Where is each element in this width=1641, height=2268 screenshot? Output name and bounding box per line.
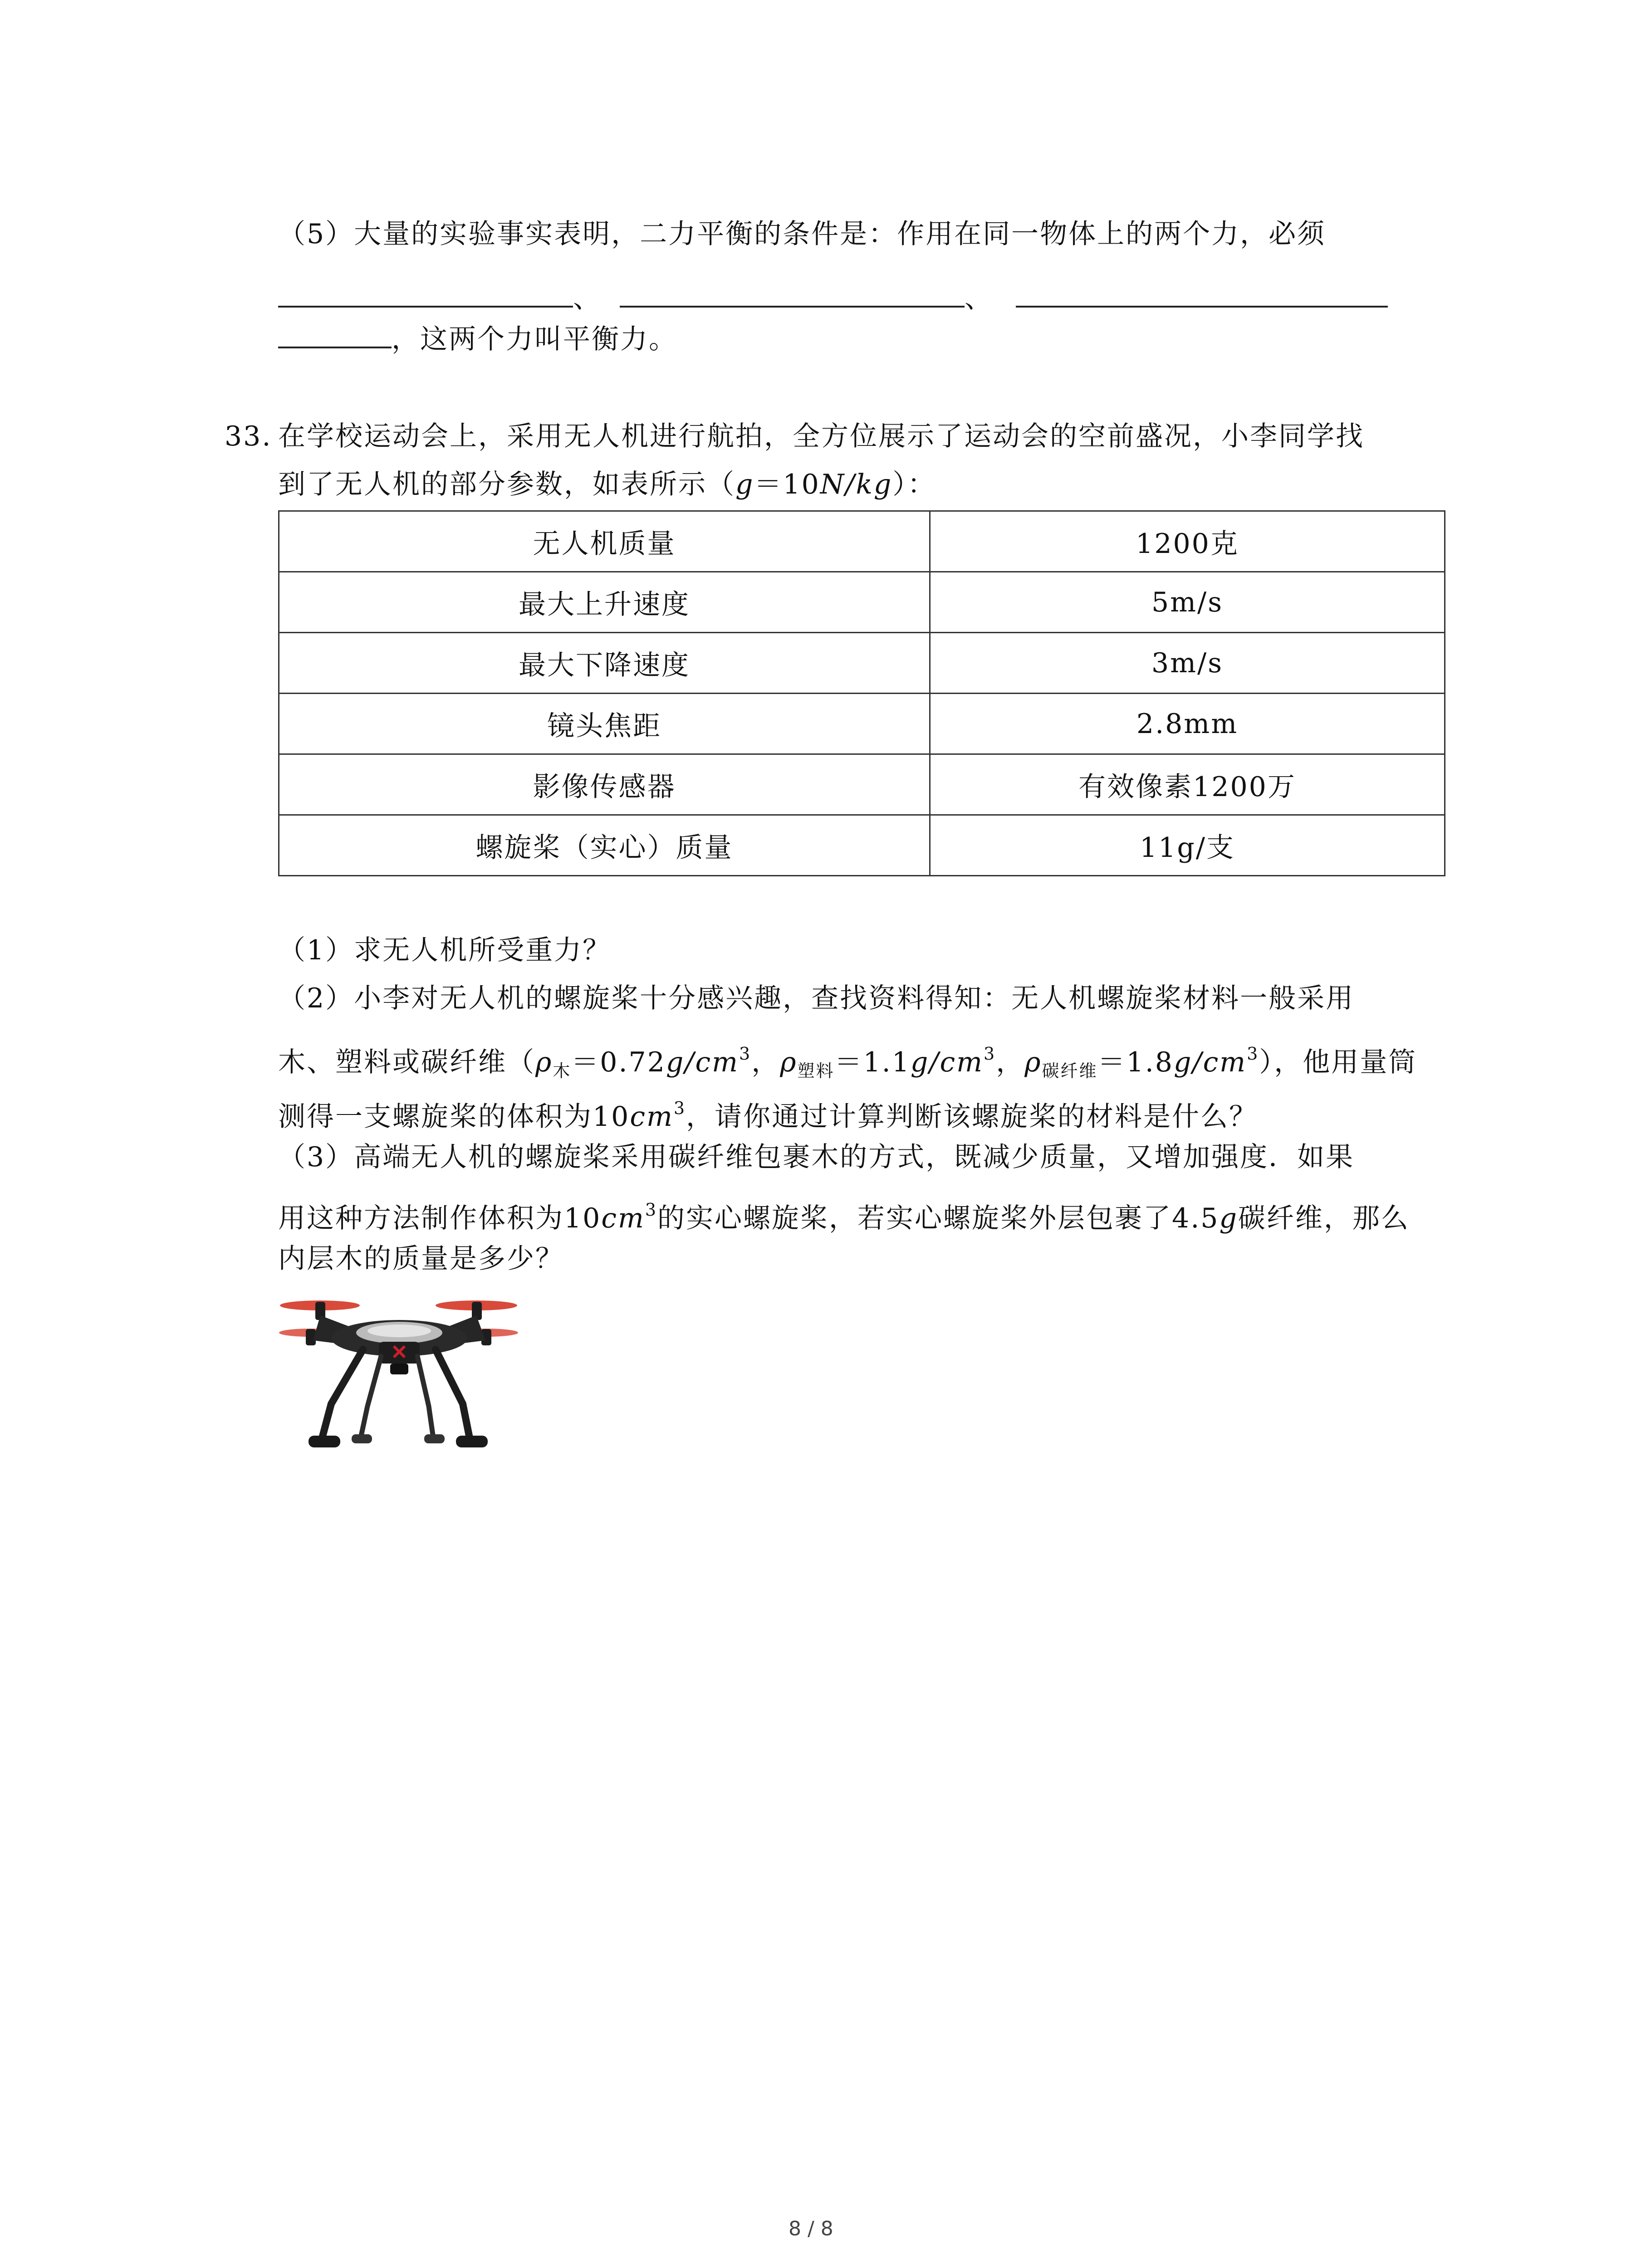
q33-sub3-line2 — [278, 1193, 1410, 1236]
unit-cm: cm — [630, 1101, 674, 1133]
rho-plastic-subscript: 塑料 — [797, 1061, 835, 1081]
table-row — [279, 754, 1445, 815]
rho-plastic-value: ＝1.1 — [834, 1046, 911, 1078]
param-value: 有效像素1200万 — [930, 754, 1445, 815]
density-unit: g/cm — [666, 1046, 740, 1078]
sub2-line2-tail: ），他用量筒 — [1259, 1046, 1417, 1078]
drone-image — [277, 1288, 531, 1470]
param-label: 螺旋桨（实心）质量 — [279, 815, 930, 876]
table-row — [279, 572, 1445, 633]
answer-blank-4[interactable] — [278, 323, 392, 348]
param-value: 11g/支 — [930, 815, 1445, 876]
sub2-line3-pre: 测得一支螺旋桨的体积为10 — [278, 1101, 630, 1133]
unit-g: g — [1219, 1202, 1238, 1234]
q33-sub3-line3: 内层木的质量是多少？ — [278, 1243, 564, 1275]
intro-text: 到了无人机的部分参数，如表所示（ — [278, 469, 735, 500]
rho-carbon-subscript: 碳纤维 — [1042, 1061, 1098, 1081]
q32-5-line3-tail: ，这两个力叫平衡力。 — [392, 323, 677, 355]
param-label: 最大下降速度 — [279, 633, 930, 694]
q32-5-line3 — [278, 322, 677, 357]
param-label: 镜头焦距 — [279, 694, 930, 754]
unit-exponent: 3 — [739, 1044, 752, 1064]
sub3-line2-pre: 用这种方法制作体积为10 — [278, 1202, 602, 1234]
question-number: 33. — [225, 420, 272, 452]
table-row — [279, 633, 1445, 694]
q32-5-line1: （5）大量的实验事实表明，二力平衡的条件是：作用在同一物体上的两个力，必须 — [278, 218, 1326, 250]
param-label: 影像传感器 — [279, 754, 930, 815]
sub3-line2-mid: 的实心螺旋桨，若实心螺旋桨外层包裹了4.5 — [657, 1202, 1220, 1234]
answer-blank-2[interactable] — [620, 282, 965, 308]
param-label: 无人机质量 — [279, 511, 930, 572]
q33-sub3-line1: （3）高端无人机的螺旋桨采用碳纤维包裹木的方式，既减少质量，又增加强度．如果 — [278, 1141, 1355, 1173]
sub2-line2-pre: 木、塑料或碳纤维（ — [278, 1046, 535, 1078]
density-unit: g/cm — [910, 1046, 984, 1078]
blank-separator: 、 — [965, 283, 993, 314]
unit-cm: cm — [601, 1202, 645, 1234]
q33-intro-line1: 在学校运动会上，采用无人机进行航拍，全方位展示了运动会的空前盛况，小李同学找 — [278, 420, 1364, 452]
drone-parameter-table — [278, 510, 1445, 876]
unit-exponent: 3 — [1247, 1044, 1259, 1064]
rho-wood-value: ＝0.72 — [571, 1046, 666, 1078]
table-row — [279, 694, 1445, 754]
param-label: 最大上升速度 — [279, 572, 930, 633]
separator: ， — [996, 1046, 1025, 1078]
unit-exponent: 3 — [645, 1200, 658, 1220]
param-value: 1200克 — [930, 511, 1445, 572]
rho-symbol: ρ — [535, 1046, 553, 1078]
rho-carbon-value: ＝1.8 — [1097, 1046, 1174, 1078]
q33-sub2-line2 — [278, 1036, 1417, 1088]
q33-sub2-line3 — [278, 1091, 1258, 1134]
page-number: 8 / 8 — [789, 2217, 833, 2240]
q33-sub1: （1）求无人机所受重力？ — [278, 934, 612, 966]
unit-exponent: 3 — [673, 1098, 686, 1118]
intro-close: ）： — [892, 469, 936, 500]
rho-symbol: ρ — [1024, 1046, 1042, 1078]
symbol-g: g — [735, 469, 754, 500]
sub3-line2-tail: 碳纤维，那么 — [1238, 1202, 1410, 1234]
table-row — [279, 815, 1445, 876]
answer-blank-1[interactable] — [278, 282, 573, 308]
table-row — [279, 511, 1445, 572]
unit-n-per-kg: N/kg — [820, 469, 893, 500]
answer-blank-3[interactable] — [1016, 282, 1388, 308]
param-value: 3m/s — [930, 633, 1445, 694]
q33-intro-line2 — [278, 467, 936, 502]
sub2-line3-tail: ，请你通过计算判断该螺旋桨的材料是什么？ — [686, 1101, 1258, 1133]
param-value: 2.8mm — [930, 694, 1445, 754]
separator: ， — [751, 1046, 780, 1078]
q33-sub2-line1: （2）小李对无人机的螺旋桨十分感兴趣，查找资料得知：无人机螺旋桨材料一般采用 — [278, 982, 1355, 1014]
blank-separator: 、 — [573, 283, 602, 314]
unit-exponent: 3 — [984, 1044, 996, 1064]
param-value: 5m/s — [930, 572, 1445, 633]
density-unit: g/cm — [1173, 1046, 1247, 1078]
rho-symbol: ρ — [780, 1046, 798, 1078]
intro-eq: ＝10 — [754, 469, 820, 500]
rho-wood-subscript: 木 — [553, 1061, 572, 1081]
q32-5-blanks-row — [278, 281, 1388, 316]
